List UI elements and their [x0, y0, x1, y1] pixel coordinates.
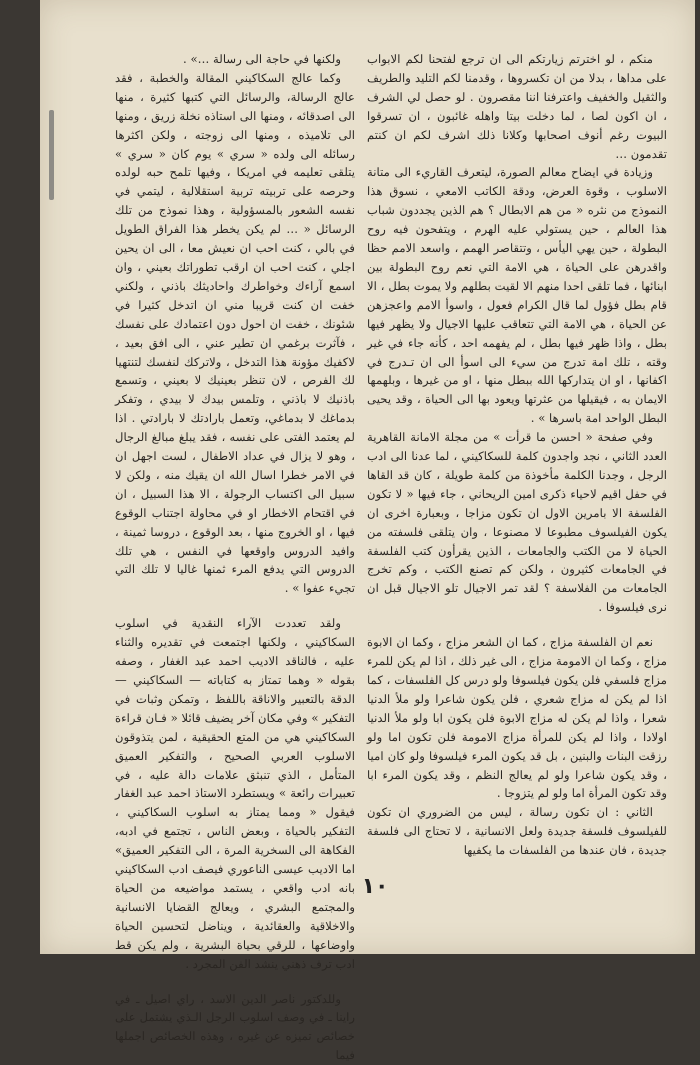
paragraph: منكم ، لو اخترتم زيارتكم الى ان ترجع لفتحنا لكم الابواب على مداها ، بدلا من ان تكسروها ، وقدمنا لكم التليد والطريف والثقيل والخفيف واعترفنا اننا مقصرون . لو حصل لي الشرف ، ان اكون لصا ، لما دخلت بيتا واهله غائبون ، ان تسرقوا البيوت رغم أنوف اصحابها وكلانا ذلك اشرف لكم ان كنتم تقدمون … — [367, 50, 667, 163]
paragraph: الثاني : ان تكون رسالة ، ليس من الضروري ان تكون للفيلسوف فلسفة جديدة ولعل الانسانية ، لا تحتاج الى فلسفة جديدة ، فان عندها من الفلسفات ما يكفيها — [367, 803, 667, 860]
right-column — [367, 50, 667, 860]
paragraph: وزيادة في ايضاح معالم الصورة، ليتعرف القاريء الى متانة الاسلوب ، وقوة العرض، ودقة الكاتب الامعي ، نسوق هذا النموذج من نثره « من هم الابطال ؟ هم الذين يجددون شباب هذا العالم ، حين يستولي عليه الهرم ، ويتفحون فيه روح البطولة ، حين يهي اليأس ، وتتقاصر الهمم ، واسعد الامم حظا واقدرهن على الحياة ، هي الامة التي نعم روح البطولة بين ابنائها ، فما تلقى احدا منهم الا لقيت بطلهم ولا يموت بطل ، الا قام بطل فؤول لما قال الكرام فعول ، واسوأ الامم واعجزهن عن الحياة ، هي الامة التي تتعاقب عليها الاجيال ولا يظهر فيها بطل ، واذا ظهر فيها بطل ، لم يفهمه احد ، كأنه جاء في غير وقته ، تلك امة تدرج من سيء الى اسوأ الى ان تـدرج في اكفانها ، او ان يتداركها الله ببطل منها ، او من غيرها ، وبلهمها الايمان به ، فيقيلها من عثرتها ويعود بها الى الحياة ، وقد يحيى البطل الواحد امة باسرها » . — [367, 163, 667, 428]
paragraph: ولقد تعددت الآراء النقدية في اسلوب السكاكيني ، ولكنها اجتمعت في تقديره والثناء عليه ، فالناقد الاديب احمد عبد الغفار ، وصفه بقوله « وهما تمتاز به كتاباته — السكاكيني — الدقة بالتعبير والاناقة باللفظ ، وتمكن وثبات في التفكير » وفي مكان آخر يضيف قائلا « فـان قراءة السكاكيني هي من المتع الحقيقية ، لمن يتذوقون الاسلوب العربي الصحيح ، والتفكير العميق المتأمل ، الذي تنبثق علامات دالة عليه ، في تعبيرات رائعة » ويستطرد الاستاذ احمد عبد الغفار فيقول « ومما يمتاز به اسلوب السكاكيني ، التفكير بالحياة ، وبعض الناس ، تجتمع في ادبه، الفكاهة الى السخرية المرة ، الى التفكير العميق» اما الاديب عيسى الناعوري فيصف ادب السكاكيني بانه ادب واقعي ، يستمد مواضيعه من الحياة والمجتمع البشري ، ويعالج القضايا الانسانية والاخلاقية والعقائدية ، ويناضل لتحسين الحياة واوضاعها ، للرقي بحياة البشرية ، ولم يكن قط ادب ترف ذهني ينشد الفن المجرد . — [115, 614, 355, 973]
left-column — [115, 50, 355, 1065]
page-number: ١٠ — [360, 874, 390, 899]
paragraph: ولكنها في حاجة الى رسالة …» . — [115, 50, 355, 69]
paragraph: وللدكتور ناصر الدين الاسد ، راي اصيل ـ في راينا ـ في وصف اسلوب الرجل الـذي يشتمل على خصائص تميزه عن غيره ، وهذه الخصائص اجملها فيما — [115, 990, 355, 1065]
paragraph: نعم ان الفلسفة مزاج ، كما ان الشعر مزاج ، وكما ان الابوة مزاج ، وكما ان الامومة مزاج ، الى غير ذلك ، اذا لم يكن للمرء مزاج فلسفي فلن يكون فيلسوفا ولو درس كل الفلسفات ، كما اذا لم يكن له مزاج شعري ، فلن يكون شاعرا ولو ملأ الدنيا شعرا ، واذا لم يكن له مزاج الابوة فلن يكون ابا ولو ملأ الدنيا اولادا ، واذا لم يكن للمرأة مزاج الامومة فلن تكون اما ولو رزقت البنات والبنين ، بل قد يكون المرء فيلسوفا ولو كان اميا ، وقد يكون شاعرا ولو لم يعالج النظم ، وقد يكون المرء ابا وقد تكون المرأة اما ولو لم يتزوجا . — [367, 633, 667, 803]
paragraph: وفي صفحة « احسن ما قرأت » من مجلة الامانة القاهرية العدد الثاني ، نجد واجدون كلمة للسكاكيني ، لما عدنا الى ادب الرجل ، وجدنا الكلمة مأخوذة من كلمة طويلة ، كان قد القاها في حفل اقيم لاحياء ذكرى امين الريحاني ، جاء فيها « لا تكون الفلسفة الا بامرين الاول ان تكون مزاجا ، وبعبارة اخرى ان يكون الفيلسوف مطبوعا لا مصنوعا ، وان يتلقى فلسفته من الحياة لا من الكتب والجامعات ، الذين يقرأون كتب الفلسفة في الجامعات كثيرون ، ولكن كم تصنع الكتب ، وكم تخرج الجامعات من الفلاسفة ؟ لقد تمر الاجيال تلو الاجيال قبل ان نرى فيلسوفا . — [367, 428, 667, 617]
paragraph: وكما عالج السكاكيني المقالة والخطبة ، فقد عالج الرسالة، والرسائل التي كتبها كثيرة ، منها الى اصدقائه ، ومنها الى استاذه نخلة زريق ، ومنها الى تلاميذه ، ومنها الى زوجته ، ولكن اكثرها رسائله الى ولده « سري » يوم كان « سري » يتلقى تعليمه في امريكا ، وفيها تلمح حبه لولده وحرصه على تربيته تربية استقلالية ، ليتمي في نفسه الشعور بالمسؤولية ، وهذا نموذج من تلك الرسائل « … لم يكن يخطر هذا الفراق الطويل في بالي ، كنت احب ان نعيش معا ، الى ان يحين اجلي ، كنت احب ان ارقب تطوراتك بعيني ، وان اسمع آراءك وخواطرك واحاديثك باذني ، ولكني خفت ان كنت قريبا مني ان اتدخل كثيرا في شئونك ، خفت ان احول دون اعتمادك على نفسك ، فآثرت برغمي ان تطير عني ، الى افق بعيد ، لاكفيك مؤونة هذا التدخل ، ولاتركك لنفسك لتنتهيا لك الفرص ، لان تنظر بعينيك لا بعيني ، وتسمع باذنيك لا باذني ، وتلمس بيدك لا بيدي ، وتفكر بدماغك لا بدماغي، وتعمل بارادتك لا بارادتي . اذا لم يعتمد الفتى على نفسه ، فقد يبلغ مبالغ الرجال ، وهو لا يزال في عداد الاطفال ، لست اجهل ان في الامر خطرا اسال الله ان يقيك منه ، ولكن لا سبيل الى اكتساب الرجولة ، الا هذا السبيل ، ان في اقتحام الاخطار او في محاولة اجتناب الوقوع فيها ، او الخروج منها ، بعد الوقوع ، دروسا ثمينة ، وافيد الدروس واوقعها في النفس ، هي تلك الدروس التي يدفع المرء ثمنها غاليا لا تلك التي تجيء عفوا » . — [115, 69, 355, 598]
staple-mark — [49, 110, 54, 200]
document-page — [40, 0, 695, 954]
